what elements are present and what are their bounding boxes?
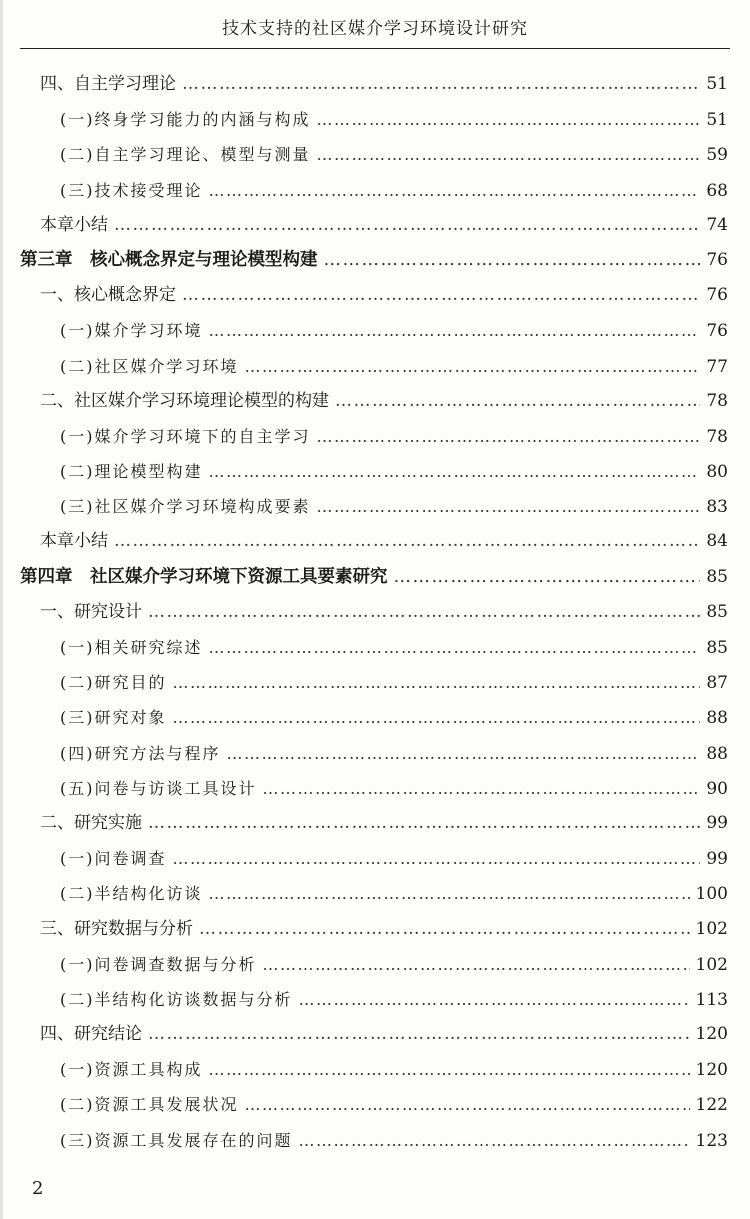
dot-leader bbox=[335, 384, 700, 419]
dot-leader bbox=[209, 1052, 690, 1087]
toc-entry-page-number: 99 bbox=[706, 812, 728, 833]
toc-entry-label: (一)媒介学习环境 bbox=[60, 321, 203, 341]
toc-entry-page-number: 87 bbox=[706, 673, 728, 694]
toc-entry[interactable] bbox=[0, 1087, 750, 1122]
toc-entry[interactable] bbox=[0, 947, 750, 982]
toc-entry-page-number: 113 bbox=[695, 989, 728, 1010]
dot-leader bbox=[394, 560, 701, 595]
toc-entry-page-number: 76 bbox=[706, 285, 728, 306]
toc-entry-label: (三)社区媒介学习环境构成要素 bbox=[60, 497, 311, 517]
dot-leader bbox=[317, 137, 701, 172]
toc-entry[interactable] bbox=[0, 1052, 750, 1087]
toc-entry[interactable] bbox=[0, 278, 750, 313]
toc-entry[interactable] bbox=[0, 736, 750, 771]
dot-leader bbox=[263, 771, 701, 806]
dot-leader bbox=[317, 419, 701, 454]
toc-entry-page-number: 85 bbox=[706, 566, 728, 587]
toc-entry[interactable] bbox=[0, 560, 750, 595]
toc-entry[interactable] bbox=[0, 630, 750, 665]
dot-leader bbox=[148, 806, 700, 841]
toc-entry[interactable] bbox=[0, 102, 750, 137]
toc-entry-page-number: 77 bbox=[706, 356, 728, 377]
toc-entry-page-number: 88 bbox=[706, 708, 728, 729]
toc-entry-label: (四)研究方法与程序 bbox=[60, 743, 221, 763]
dot-leader bbox=[209, 454, 701, 489]
toc-entry-label: 一、研究设计 bbox=[40, 601, 142, 622]
toc-entry[interactable] bbox=[0, 1017, 750, 1052]
toc-entry[interactable] bbox=[0, 173, 750, 208]
toc-entry-label: 四、研究结论 bbox=[40, 1024, 142, 1045]
toc-entry[interactable] bbox=[0, 454, 750, 489]
toc-entry-page-number: 59 bbox=[706, 145, 728, 166]
toc-entry-page-number: 85 bbox=[706, 638, 728, 658]
toc-entry-page-number: 76 bbox=[706, 321, 728, 342]
dot-leader bbox=[148, 595, 700, 630]
toc-entry-page-number: 84 bbox=[706, 531, 728, 552]
toc-entry[interactable] bbox=[0, 771, 750, 806]
toc-entry-label: (二)研究目的 bbox=[60, 673, 167, 693]
toc-entry[interactable] bbox=[0, 313, 750, 348]
toc-entry-page-number: 74 bbox=[706, 214, 728, 235]
toc-entry-page-number: 100 bbox=[695, 884, 728, 905]
dot-leader bbox=[209, 876, 690, 911]
dot-leader bbox=[324, 243, 701, 278]
dot-leader bbox=[173, 665, 701, 700]
table-of-contents bbox=[0, 67, 750, 1158]
toc-entry-page-number: 88 bbox=[706, 743, 728, 764]
toc-entry-label: (二)半结构化访谈 bbox=[60, 884, 203, 904]
toc-entry-page-number: 51 bbox=[706, 74, 728, 94]
toc-entry[interactable] bbox=[0, 243, 750, 278]
toc-entry-page-number: 78 bbox=[706, 426, 728, 447]
toc-entry-page-number: 85 bbox=[706, 601, 728, 622]
dot-leader bbox=[245, 349, 701, 384]
toc-entry[interactable] bbox=[0, 665, 750, 700]
toc-entry-label: (三)技术接受理论 bbox=[60, 180, 203, 200]
toc-entry-label: 三、研究数据与分析 bbox=[40, 918, 193, 939]
toc-entry-label: (五)问卷与访谈工具设计 bbox=[60, 778, 257, 798]
toc-entry[interactable] bbox=[0, 349, 750, 384]
toc-entry-label: 四、自主学习理论 bbox=[40, 74, 176, 94]
toc-entry[interactable] bbox=[0, 137, 750, 172]
running-header-title: 技术支持的社区媒介学习环境设计研究 bbox=[222, 19, 528, 39]
toc-entry-label: (三)资源工具发展存在的问题 bbox=[60, 1130, 293, 1150]
toc-entry-label: 二、研究实施 bbox=[40, 812, 142, 833]
toc-entry-label: 二、社区媒介学习环境理论模型的构建 bbox=[40, 390, 329, 411]
toc-entry-label: (一)相关研究综述 bbox=[60, 638, 203, 657]
dot-leader bbox=[299, 1123, 690, 1158]
dot-leader bbox=[199, 912, 690, 947]
dot-leader bbox=[245, 1087, 690, 1122]
toc-entry-page-number: 102 bbox=[695, 918, 728, 939]
dot-leader bbox=[114, 208, 700, 243]
toc-entry[interactable] bbox=[0, 912, 750, 947]
toc-entry-page-number: 122 bbox=[695, 1095, 728, 1116]
toc-entry-page-number: 76 bbox=[706, 249, 728, 270]
toc-entry-label: (一)终身学习能力的内涵与构成 bbox=[60, 110, 311, 130]
dot-leader bbox=[148, 1017, 690, 1052]
dot-leader bbox=[114, 524, 700, 559]
toc-entry[interactable] bbox=[0, 595, 750, 630]
header-rule bbox=[20, 48, 730, 49]
toc-entry-label: 第四章 社区媒介学习环境下资源工具要素研究 bbox=[20, 566, 388, 587]
dot-leader bbox=[299, 982, 690, 1017]
toc-entry-page-number: 102 bbox=[695, 954, 728, 975]
toc-entry-label: (一)媒介学习环境下的自主学习 bbox=[60, 426, 311, 446]
dot-leader bbox=[317, 102, 701, 137]
toc-entry-label: (一)问卷调查数据与分析 bbox=[60, 954, 257, 974]
toc-entry-label: (二)自主学习理论、模型与测量 bbox=[60, 145, 311, 165]
dot-leader bbox=[173, 700, 701, 735]
toc-entry[interactable] bbox=[0, 1123, 750, 1158]
toc-entry-label: (二)资源工具发展状况 bbox=[60, 1095, 239, 1115]
toc-entry[interactable] bbox=[0, 208, 750, 243]
dot-leader bbox=[209, 313, 701, 348]
toc-entry-label: (一)资源工具构成 bbox=[60, 1060, 203, 1080]
dot-leader bbox=[182, 67, 700, 102]
toc-entry-page-number: 80 bbox=[706, 462, 728, 483]
toc-entry[interactable] bbox=[0, 419, 750, 454]
page-number: 2 bbox=[32, 1178, 44, 1199]
toc-entry-page-number: 120 bbox=[695, 1060, 728, 1081]
toc-entry-label: 本章小结 bbox=[40, 531, 108, 552]
dot-leader bbox=[173, 841, 701, 876]
toc-entry[interactable] bbox=[0, 841, 750, 876]
toc-entry[interactable] bbox=[0, 524, 750, 559]
toc-entry-page-number: 51 bbox=[706, 110, 728, 131]
toc-entry[interactable] bbox=[0, 384, 750, 419]
toc-entry-label: (三)研究对象 bbox=[60, 708, 167, 728]
toc-entry[interactable] bbox=[0, 67, 750, 102]
dot-leader bbox=[317, 489, 701, 524]
toc-entry-label: 第三章 核心概念界定与理论模型构建 bbox=[20, 249, 318, 270]
toc-entry-page-number: 120 bbox=[695, 1024, 728, 1045]
toc-entry[interactable] bbox=[0, 876, 750, 911]
toc-entry-page-number: 99 bbox=[706, 849, 728, 870]
dot-leader bbox=[209, 173, 701, 208]
toc-entry-page-number: 68 bbox=[706, 180, 728, 201]
toc-entry[interactable] bbox=[0, 489, 750, 524]
toc-entry[interactable] bbox=[0, 700, 750, 735]
toc-entry-label: (二)半结构化访谈数据与分析 bbox=[60, 989, 293, 1009]
toc-entry-page-number: 78 bbox=[706, 390, 728, 411]
toc-entry[interactable] bbox=[0, 806, 750, 841]
toc-entry-label: 一、核心概念界定 bbox=[40, 285, 176, 306]
toc-entry-page-number: 90 bbox=[706, 778, 728, 799]
dot-leader bbox=[263, 947, 690, 982]
toc-entry-label: (一)问卷调查 bbox=[60, 849, 167, 869]
toc-entry-page-number: 123 bbox=[695, 1130, 728, 1151]
toc-entry-label: (二)理论模型构建 bbox=[60, 462, 203, 482]
toc-entry-label: 本章小结 bbox=[40, 214, 108, 235]
toc-entry-page-number: 83 bbox=[706, 497, 728, 518]
dot-leader bbox=[227, 736, 701, 771]
toc-entry-label: (二)社区媒介学习环境 bbox=[60, 356, 239, 376]
dot-leader bbox=[209, 630, 701, 665]
dot-leader bbox=[182, 278, 700, 313]
toc-entry[interactable] bbox=[0, 982, 750, 1017]
